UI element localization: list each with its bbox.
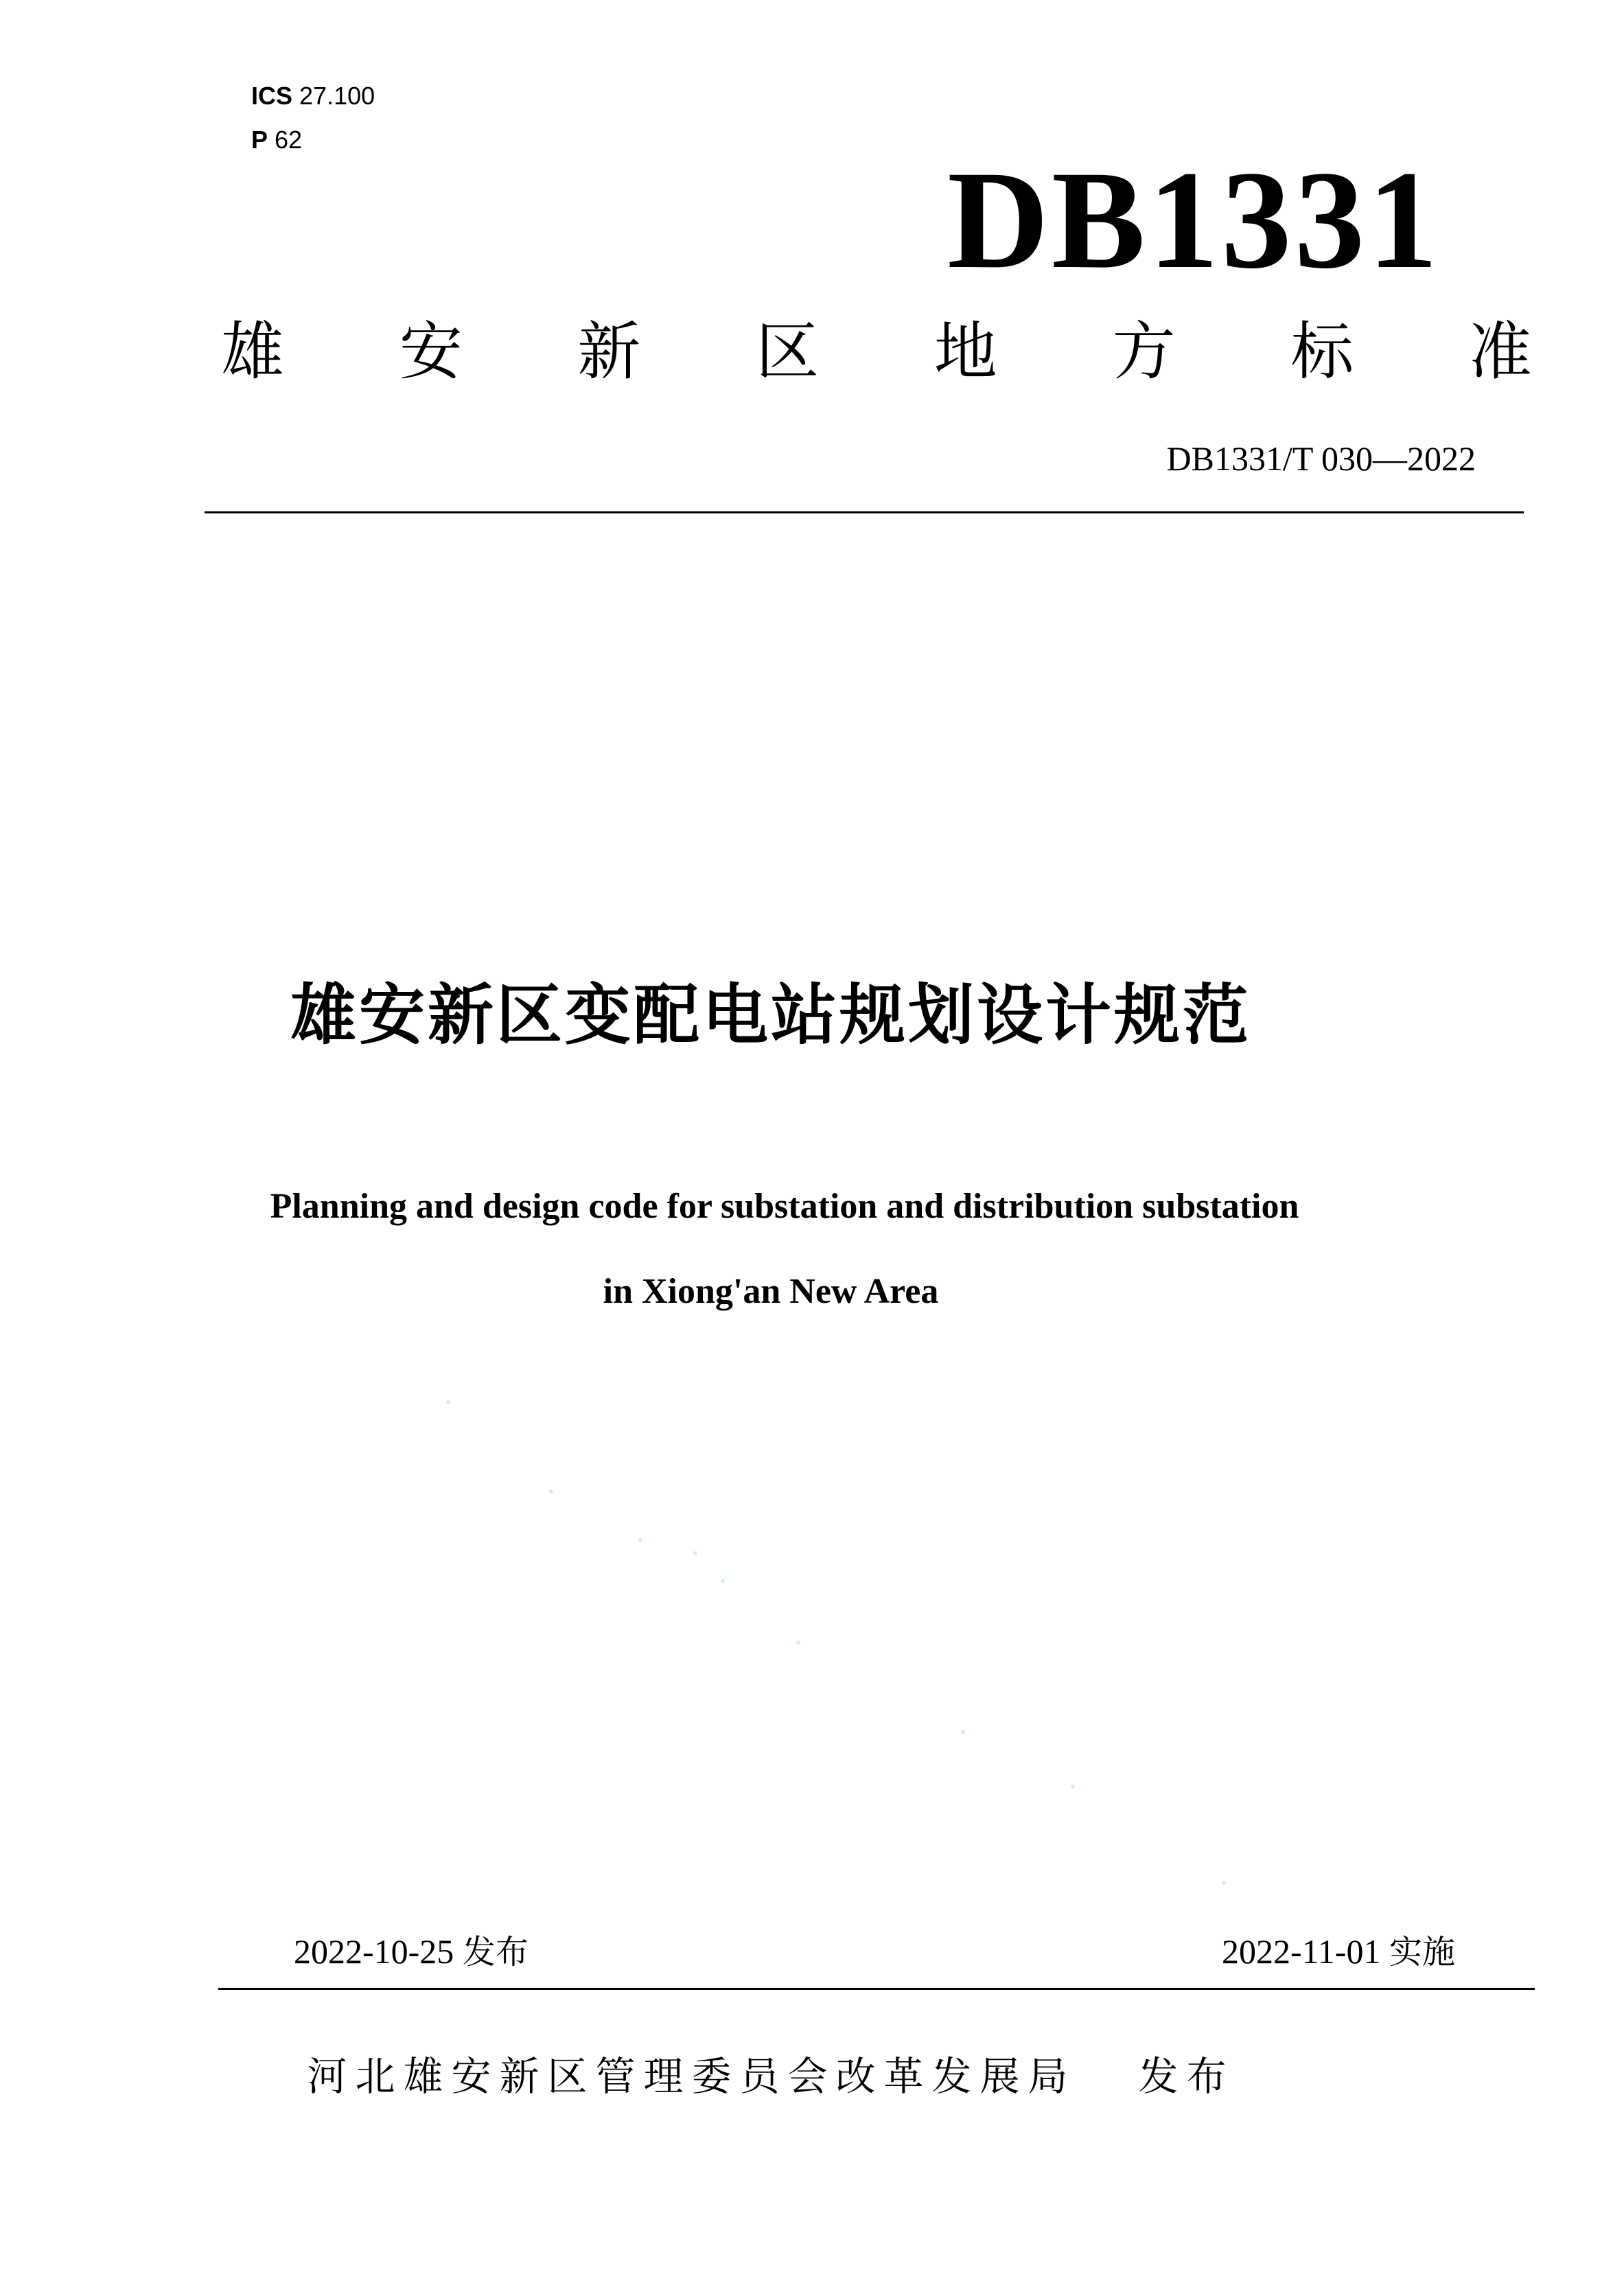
ics-code: [251, 82, 375, 110]
standard-type-char: 标: [1290, 315, 1354, 389]
standard-type-title: [218, 315, 1535, 389]
ics-value: 27.100: [299, 82, 375, 110]
document-title-cn: 雄安新区变配电站规划设计规范: [290, 977, 1251, 1054]
standard-type-char: 区: [756, 315, 820, 389]
standard-type-char: 安: [399, 315, 463, 389]
footer-divider: [218, 1988, 1535, 1990]
ccs-label: P: [251, 126, 268, 154]
implement-date: [1222, 1931, 1455, 1973]
standard-type-char: 雄: [220, 315, 284, 389]
publisher-name: 河北雄安新区管理委员会改革发展局: [307, 2053, 1076, 2100]
document-title-en-line1: Planning and design code for substation and distribution substation: [270, 1187, 1299, 1226]
implement-date-label: 实施: [1389, 1933, 1455, 1971]
ics-label: ICS: [251, 82, 293, 110]
ccs-code: [251, 126, 302, 154]
release-date-label: 发布: [462, 1933, 529, 1971]
standard-type-char: 地: [933, 315, 997, 389]
standard-code: DB1331/T 030—2022: [1166, 439, 1476, 478]
release-date: [294, 1931, 529, 1973]
document-title-en-line2: in Xiong'an New Area: [603, 1272, 939, 1311]
standard-type-char: 新: [577, 315, 641, 389]
publisher-line: [0, 2052, 1624, 2100]
publisher-action: 发布: [1138, 2053, 1235, 2100]
standard-type-char: 方: [1112, 315, 1176, 389]
release-date-value: 2022-10-25: [294, 1932, 454, 1971]
standard-mark: DB1331: [947, 142, 1441, 298]
header-divider: [205, 511, 1524, 513]
ccs-value: 62: [275, 126, 303, 154]
standard-type-char: 准: [1468, 315, 1532, 389]
implement-date-value: 2022-11-01: [1222, 1932, 1381, 1971]
